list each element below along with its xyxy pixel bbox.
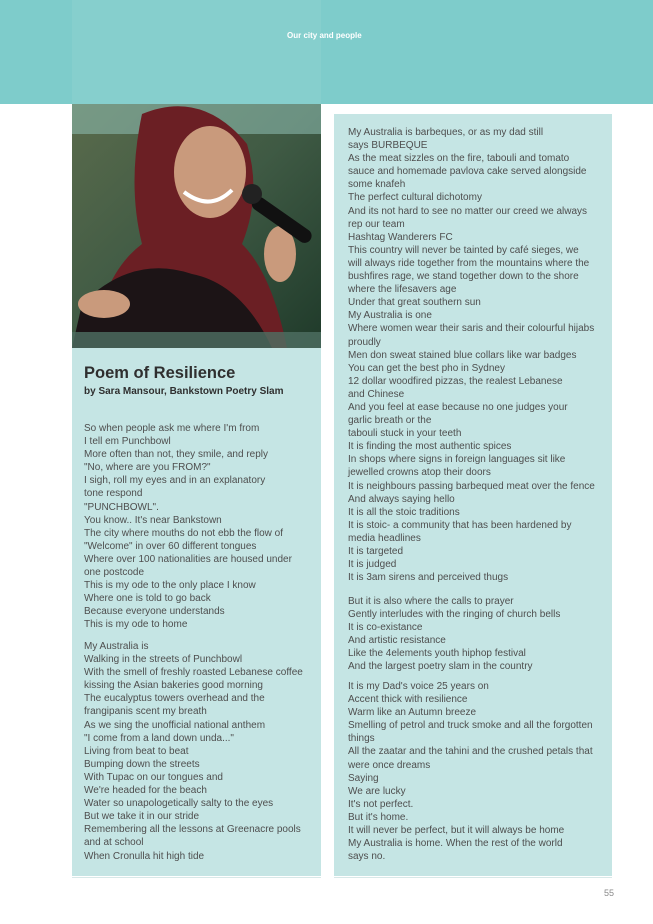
poem-line: jewelled crowns atop their doors	[348, 467, 491, 479]
poem-line: Where women wear their saris and their colourful hijabs	[348, 323, 595, 335]
poem-line: It is judged	[348, 559, 397, 571]
header-banner-left-block	[72, 0, 321, 104]
poem-line: We're headed for the beach	[84, 785, 207, 797]
poem-line: You can get the best pho in Sydney	[348, 362, 505, 374]
poem-line: This country will never be tainted by café sieges, we	[348, 244, 579, 256]
poem-line: With Tupac on our tongues and	[84, 771, 223, 783]
poet-photo-illustration	[72, 104, 321, 348]
page-number: 55	[604, 888, 615, 898]
poem-line: More often than not, they smile, and reply	[84, 449, 268, 461]
poem-line: Under that great southern sun	[348, 297, 481, 309]
poem-line: "I come from a land down unda..."	[84, 732, 234, 744]
poem-line: And you feel at ease because no one judges your	[348, 401, 568, 413]
poem-line: says BURBEQUE	[348, 140, 428, 152]
poem-line: We are lucky	[348, 785, 406, 797]
poem-line: And its not hard to see no matter our creed we always	[348, 205, 588, 217]
poem-line: The perfect cultural dichotomy	[348, 192, 482, 204]
poem-line: Remembering all the lessons at Greenacre pools	[84, 824, 301, 836]
poem-line: kissing the Asian bakeries good morning	[84, 680, 263, 692]
poem-line: things	[348, 733, 375, 745]
poem-line: sauce and homemade pavlova cake served alongside	[348, 166, 587, 178]
poem-line: Warm like an Autumn breeze	[348, 707, 477, 719]
poem-line: And always saying hello	[348, 493, 455, 505]
poem-line: And the largest poetry slam in the country	[348, 661, 533, 673]
poem-stanza-5	[348, 680, 593, 863]
poem-line: rep our team	[348, 218, 405, 230]
poem-line: Like the 4elements youth hiphop festival	[348, 648, 526, 660]
poem-line: It's not perfect.	[348, 798, 414, 810]
poet-photo	[72, 104, 321, 348]
poem-line: So when people ask me where I'm from	[84, 423, 260, 434]
poem-line: will always ride together from the mountains where the	[348, 257, 590, 269]
poem-stanza-1	[84, 422, 292, 632]
poem-line: "PUNCHBOWL".	[84, 501, 159, 513]
poem-line: My Australia is home. When the rest of the world	[348, 838, 563, 850]
poem-line: But it's home.	[348, 811, 409, 823]
poem-line: It is my Dad's voice 25 years on	[348, 681, 489, 692]
poem-line: tabouli stuck in your teeth	[348, 428, 462, 440]
poem-line: As we sing the unofficial national anthem	[84, 719, 266, 731]
poem-line: tone respond	[84, 488, 143, 500]
poem-line: some knafeh	[348, 179, 406, 191]
poem-line: It is finding the most authentic spices	[348, 441, 512, 453]
poem-line: I tell em Punchbowl	[84, 436, 171, 448]
poem-line: one postcode	[84, 567, 145, 579]
poem-line: My Australia is barbeques, or as my dad still	[348, 127, 544, 138]
poem-line: Walking in the streets of Punchbowl	[84, 654, 243, 666]
poem-line: garlic breath or the	[348, 415, 432, 427]
poem-line: But it is also where the calls to prayer	[348, 596, 514, 607]
poem-line: My Australia is one	[348, 310, 432, 322]
poem-line: and Chinese	[348, 388, 405, 400]
poem-line: Hashtag Wanderers FC	[348, 231, 453, 243]
poem-line: With the smell of freshly roasted Lebanese coffee	[84, 667, 303, 679]
poem-line: It is neighbours passing barbequed meat over the fence	[348, 480, 595, 492]
poem-line: Men don sweat stained blue collars like war badges	[348, 349, 577, 361]
poem-line: Saying	[348, 772, 379, 784]
poem-line: In shops where signs in foreign languages sit like	[348, 454, 566, 466]
poem-line: 12 dollar woodfired pizzas, the realest Lebanese	[348, 375, 563, 387]
poem-line: It is all the stoic traditions	[348, 506, 460, 518]
divider	[334, 877, 612, 878]
poem-line: were once dreams	[348, 759, 431, 771]
poem-stanza-2	[84, 640, 303, 863]
divider	[72, 877, 321, 878]
poem-line: My Australia is	[84, 641, 149, 652]
poem-line: This is my ode to the only place I know	[84, 580, 256, 592]
poem-line: It is targeted	[348, 546, 404, 557]
poem-title: Poem of Resilience	[84, 364, 236, 382]
poem-line: As the meat sizzles on the fire, tabouli and tomato	[348, 153, 570, 165]
poem-line: But we take it in our stride	[84, 811, 200, 823]
poem-line: Where over 100 nationalities are housed under	[84, 553, 292, 565]
poem-line: Living from beat to beat	[84, 745, 189, 757]
poem-line: bushfires rage, we stand together down to the shore	[348, 271, 579, 283]
poem-byline: by Sara Mansour, Bankstown Poetry Slam	[84, 386, 284, 397]
poem-line: Bumping down the streets	[84, 758, 200, 770]
poem-line: Where one is told to go back	[84, 593, 211, 605]
poem-stanza-3	[348, 126, 595, 584]
poem-line: says no.	[348, 851, 386, 863]
poem-line: Smelling of petrol and truck smoke and all the forgotten	[348, 720, 593, 732]
poem-stanza-4	[348, 595, 560, 674]
poem-line: The eucalyptus towers overhead and the	[84, 693, 265, 705]
poem-line: frangipanis scent my breath	[84, 706, 207, 718]
poem-line: "No, where are you FROM?"	[84, 462, 211, 474]
poem-line: This is my ode to home	[84, 619, 188, 631]
section-title: Our city and people	[287, 31, 362, 40]
poem-line: proudly	[348, 336, 381, 348]
poem-line: It will never be perfect, but it will always be home	[348, 825, 565, 837]
poem-line: and at school	[84, 837, 144, 849]
poem-line: All the zaatar and the tahini and the crushed petals that	[348, 746, 593, 758]
poem-line: It is stoic- a community that has been hardened by	[348, 519, 572, 531]
poem-line: Gently interludes with the ringing of church bells	[348, 609, 561, 621]
poem-line: And artistic resistance	[348, 635, 446, 647]
poem-line: It is 3am sirens and perceived thugs	[348, 572, 509, 584]
poem-line: It is co-existance	[348, 622, 423, 634]
poem-line: media headlines	[348, 532, 421, 544]
poem-line: When Cronulla hit high tide	[84, 850, 205, 862]
poem-line: Water so unapologetically salty to the eyes	[84, 798, 274, 810]
poem-line: where the lifesavers age	[348, 284, 457, 296]
poem-line: Because everyone understands	[84, 606, 225, 618]
poem-line: You know.. It's near Bankstown	[84, 514, 222, 526]
poem-line: "Welcome" in over 60 different tongues	[84, 540, 257, 552]
poem-line: The city where mouths do not ebb the flow of	[84, 527, 283, 539]
poem-line: I sigh, roll my eyes and in an explanatory	[84, 475, 266, 487]
poem-line: Accent thick with resilience	[348, 694, 468, 706]
